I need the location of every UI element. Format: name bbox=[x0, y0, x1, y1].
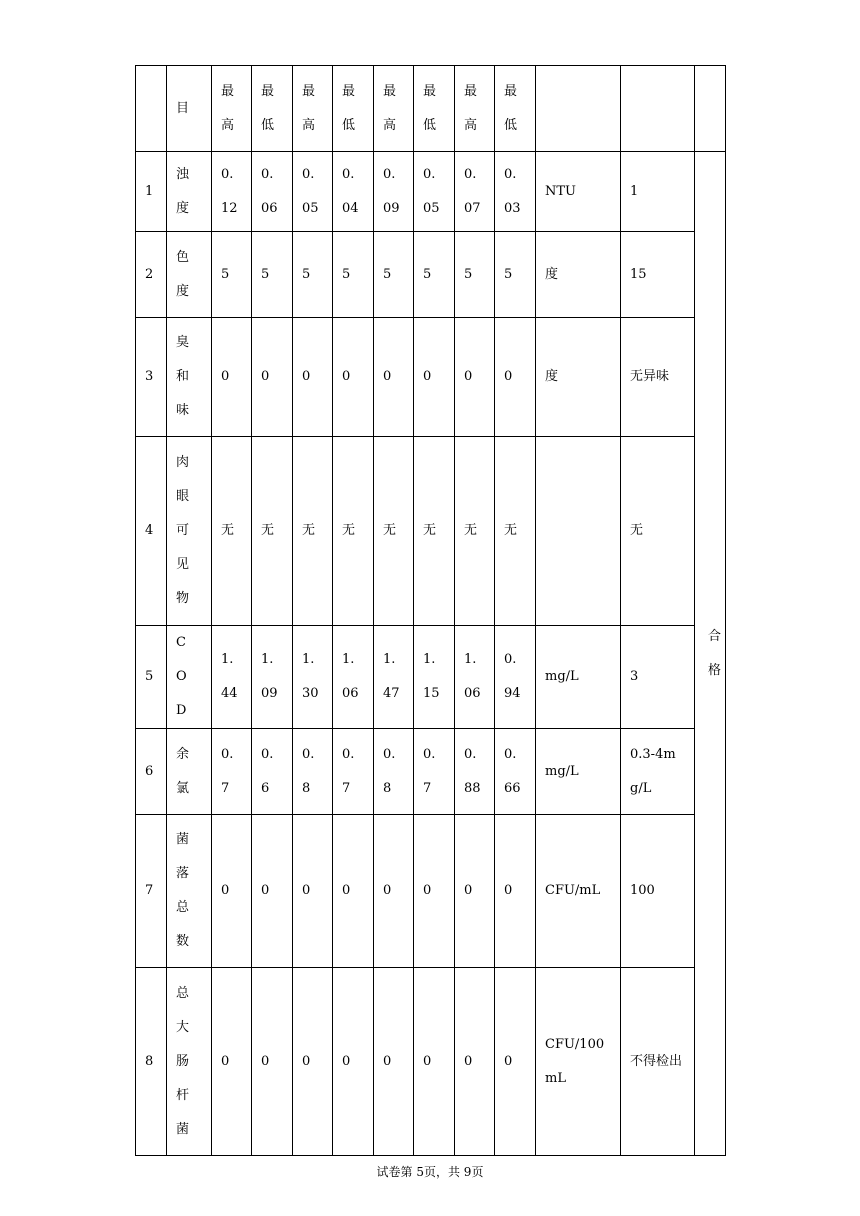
value-cell: 1.44 bbox=[212, 626, 252, 729]
limit-cell: 1 bbox=[621, 152, 695, 232]
limit-cell: 100 bbox=[621, 815, 695, 968]
value-cell: 1.47 bbox=[374, 626, 414, 729]
item-name-cell: COD bbox=[167, 626, 212, 729]
value-cell: 5 bbox=[414, 232, 455, 318]
value-cell: 5 bbox=[252, 232, 293, 318]
value-cell: 1.09 bbox=[252, 626, 293, 729]
unit-cell: mg/L bbox=[536, 729, 621, 815]
value-cell: 0 bbox=[414, 968, 455, 1156]
header-col-cell: 最低 bbox=[495, 66, 536, 152]
value-cell: 0.12 bbox=[212, 152, 252, 232]
row-number-cell: 2 bbox=[136, 232, 167, 318]
header-unit-cell bbox=[536, 66, 621, 152]
header-col-cell: 最高 bbox=[374, 66, 414, 152]
value-cell: 0 bbox=[333, 318, 374, 437]
value-cell: 0.88 bbox=[455, 729, 495, 815]
value-cell: 无 bbox=[293, 437, 333, 626]
value-cell: 0.7 bbox=[333, 729, 374, 815]
value-cell: 5 bbox=[374, 232, 414, 318]
value-cell: 0 bbox=[293, 815, 333, 968]
value-cell: 0.66 bbox=[495, 729, 536, 815]
limit-cell: 无 bbox=[621, 437, 695, 626]
item-name-cell: 肉眼可见物 bbox=[167, 437, 212, 626]
item-name-cell: 浊度 bbox=[167, 152, 212, 232]
unit-cell: NTU bbox=[536, 152, 621, 232]
value-cell: 0 bbox=[252, 968, 293, 1156]
table-row bbox=[136, 626, 726, 729]
header-item-cell: 目 bbox=[167, 66, 212, 152]
unit-cell: CFU/mL bbox=[536, 815, 621, 968]
limit-cell: 无异味 bbox=[621, 318, 695, 437]
row-number-cell: 6 bbox=[136, 729, 167, 815]
table-row bbox=[136, 968, 726, 1156]
item-name-cell: 菌落总数 bbox=[167, 815, 212, 968]
row-number-cell: 3 bbox=[136, 318, 167, 437]
row-number-cell: 8 bbox=[136, 968, 167, 1156]
header-col-cell: 最低 bbox=[414, 66, 455, 152]
value-cell: 0 bbox=[495, 968, 536, 1156]
value-cell: 1.30 bbox=[293, 626, 333, 729]
value-cell: 0 bbox=[212, 318, 252, 437]
value-cell: 0.8 bbox=[374, 729, 414, 815]
value-cell: 0 bbox=[212, 968, 252, 1156]
item-name-cell: 臭和味 bbox=[167, 318, 212, 437]
value-cell: 5 bbox=[293, 232, 333, 318]
header-col-cell: 最高 bbox=[455, 66, 495, 152]
unit-cell bbox=[536, 437, 621, 626]
page-footer: 试卷第 5页，共 9页 bbox=[376, 1165, 484, 1179]
header-verdict-cell bbox=[695, 66, 726, 152]
limit-cell: 3 bbox=[621, 626, 695, 729]
unit-cell: mg/L bbox=[536, 626, 621, 729]
row-number-cell: 4 bbox=[136, 437, 167, 626]
value-cell: 0.07 bbox=[455, 152, 495, 232]
value-cell: 0 bbox=[252, 815, 293, 968]
table-row bbox=[136, 815, 726, 968]
value-cell: 0 bbox=[414, 815, 455, 968]
item-name-cell: 总大肠杆菌 bbox=[167, 968, 212, 1156]
header-col-cell: 最高 bbox=[212, 66, 252, 152]
value-cell: 5 bbox=[333, 232, 374, 318]
value-cell: 无 bbox=[212, 437, 252, 626]
value-cell: 0 bbox=[414, 318, 455, 437]
value-cell: 0 bbox=[374, 968, 414, 1156]
value-cell: 0.06 bbox=[252, 152, 293, 232]
item-name-cell: 余氯 bbox=[167, 729, 212, 815]
value-cell: 0.6 bbox=[252, 729, 293, 815]
value-cell: 无 bbox=[333, 437, 374, 626]
value-cell: 0 bbox=[455, 318, 495, 437]
limit-cell: 不得检出 bbox=[621, 968, 695, 1156]
value-cell: 0 bbox=[495, 318, 536, 437]
row-number-cell: 5 bbox=[136, 626, 167, 729]
value-cell: 无 bbox=[414, 437, 455, 626]
table-row bbox=[136, 152, 726, 232]
water-quality-table bbox=[135, 65, 726, 1156]
value-cell: 1.15 bbox=[414, 626, 455, 729]
header-col-cell: 最低 bbox=[333, 66, 374, 152]
value-cell: 无 bbox=[495, 437, 536, 626]
header-no-cell bbox=[136, 66, 167, 152]
table-row bbox=[136, 437, 726, 626]
table-row bbox=[136, 729, 726, 815]
value-cell: 0.7 bbox=[212, 729, 252, 815]
value-cell: 0 bbox=[293, 318, 333, 437]
value-cell: 0 bbox=[212, 815, 252, 968]
item-name-cell: 色度 bbox=[167, 232, 212, 318]
value-cell: 0 bbox=[252, 318, 293, 437]
unit-cell: 度 bbox=[536, 232, 621, 318]
value-cell: 5 bbox=[212, 232, 252, 318]
value-cell: 无 bbox=[455, 437, 495, 626]
value-cell: 0.05 bbox=[414, 152, 455, 232]
value-cell: 0.05 bbox=[293, 152, 333, 232]
value-cell: 0.7 bbox=[414, 729, 455, 815]
value-cell: 0 bbox=[374, 318, 414, 437]
value-cell: 无 bbox=[252, 437, 293, 626]
value-cell: 0 bbox=[374, 815, 414, 968]
unit-cell: CFU/100mL bbox=[536, 968, 621, 1156]
limit-cell: 15 bbox=[621, 232, 695, 318]
row-number-cell: 1 bbox=[136, 152, 167, 232]
row-number-cell: 7 bbox=[136, 815, 167, 968]
value-cell: 5 bbox=[495, 232, 536, 318]
value-cell: 1.06 bbox=[455, 626, 495, 729]
table-row bbox=[136, 318, 726, 437]
value-cell: 0.04 bbox=[333, 152, 374, 232]
value-cell: 0 bbox=[333, 968, 374, 1156]
header-row bbox=[136, 66, 726, 152]
verdict-cell: 合格 bbox=[695, 152, 726, 1156]
header-col-cell: 最高 bbox=[293, 66, 333, 152]
table-row bbox=[136, 232, 726, 318]
value-cell: 0 bbox=[333, 815, 374, 968]
value-cell: 0.03 bbox=[495, 152, 536, 232]
value-cell: 无 bbox=[374, 437, 414, 626]
header-limit-cell bbox=[621, 66, 695, 152]
value-cell: 1.06 bbox=[333, 626, 374, 729]
value-cell: 0 bbox=[495, 815, 536, 968]
value-cell: 0 bbox=[293, 968, 333, 1156]
value-cell: 0 bbox=[455, 968, 495, 1156]
value-cell: 0 bbox=[455, 815, 495, 968]
unit-cell: 度 bbox=[536, 318, 621, 437]
value-cell: 0.8 bbox=[293, 729, 333, 815]
value-cell: 0.94 bbox=[495, 626, 536, 729]
value-cell: 5 bbox=[455, 232, 495, 318]
value-cell: 0.09 bbox=[374, 152, 414, 232]
header-col-cell: 最低 bbox=[252, 66, 293, 152]
limit-cell: 0.3-4mg/L bbox=[621, 729, 695, 815]
